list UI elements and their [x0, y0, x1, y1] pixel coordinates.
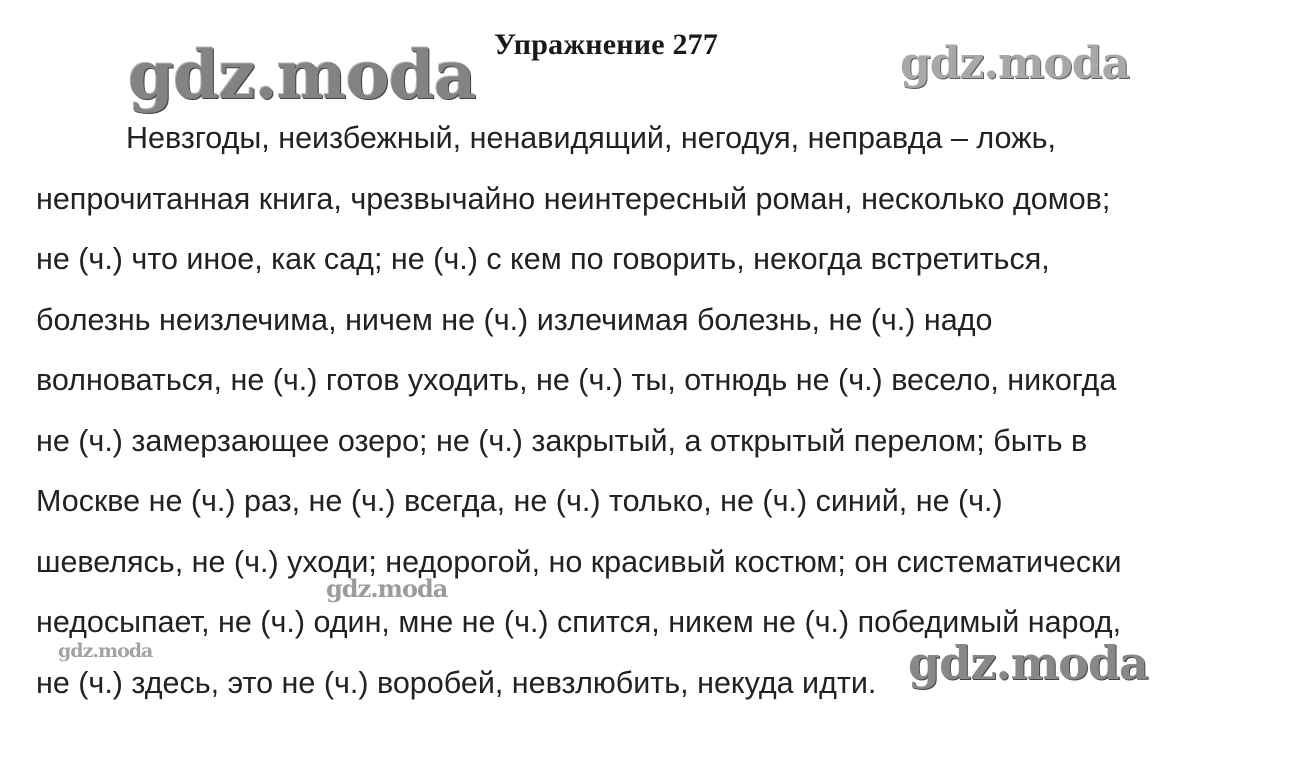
text-line-6: не (ч.) замерзающее озеро; не (ч.) закрытый, а открытый перелом; быть в	[36, 423, 1088, 458]
watermark-logo-bottom-left: gdz.moda	[58, 640, 153, 662]
watermark-logo-bottom-right: gdz.moda	[908, 636, 1148, 690]
watermark-logo-top-right: gdz.moda	[900, 38, 1130, 89]
text-line-9: недосыпает, не (ч.) один, мне не (ч.) спится, никем не (ч.) победимый народ,	[36, 605, 1122, 639]
text-line-3: не (ч.) что иное, как сад; не (ч.) с кем по говорить, некогда встретиться,	[36, 242, 1050, 276]
watermark-logo-middle: gdz.moda	[326, 574, 448, 603]
text-line-7: Москве не (ч.) раз, не (ч.) всегда, не (ч.) только, не (ч.) синий, не (ч.)	[36, 484, 1003, 518]
watermark-logo-top-left: gdz.moda	[128, 36, 476, 114]
text-line-8: шевелясь, не (ч.) уходи; недорогой, но красивый костюм; он систематически	[36, 544, 1122, 579]
exercise-text	[36, 108, 1266, 713]
text-line-10: не (ч.) здесь, это не (ч.) воробей, невзлюбить, некуда идти.	[36, 665, 877, 700]
text-line-1: Невзгоды, неизбежный, ненавидящий, негодуя, неправда – ложь,	[126, 121, 1056, 155]
text-line-5: волноваться, не (ч.) готов уходить, не (ч.) ты, отнюдь не (ч.) весело, никогда	[36, 363, 1117, 397]
exercise-title: Упражнение 277	[494, 28, 719, 61]
text-line-4: болезнь неизлечима, ничем не (ч.) излечимая болезнь, не (ч.) надо	[36, 302, 993, 337]
text-line-2: непрочитанная книга, чрезвычайно неинтересный роман, несколько домов;	[36, 181, 1111, 216]
